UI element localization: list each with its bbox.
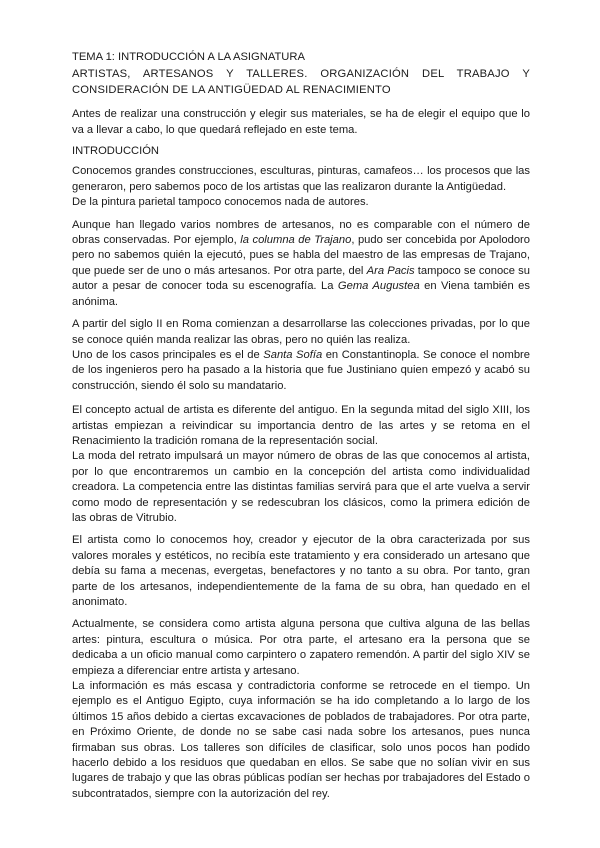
paragraph-7: La moda del retrato impulsará un mayor número de obras de las que conocemos al artista, por lo que encontraremos un cambio en la concepción del artista como individualidad creadora. La competencia entre las distintas familias servirá para que el arte vuelva a servir como modo de representación y se redescubran los clásicos, como la primera edición de las obras de Vitrubio.	[72, 450, 530, 524]
paragraph-5	[72, 348, 530, 394]
artwork-title-gema-augustea: Gema Augustea	[337, 280, 420, 293]
building-title-santa-sofia: Santa Sofía	[263, 348, 323, 361]
intro-paragraph: Antes de realizar una construcción y elegir sus materiales, se ha de elegir el equipo que lo va a llevar a cabo, lo que quedará reflejado en este tema.	[72, 108, 530, 136]
topic-title: TEMA 1: INTRODUCCIÓN A LA ASIGNATURA	[72, 51, 305, 63]
paragraph-6: El concepto actual de artista es diferente del antiguo. En la segunda mitad del siglo XIII, los artistas empiezan a reivindicar su importancia dentro de las artes y se retoma en el Renacimiento la tradición romana de la representación social.	[72, 404, 530, 447]
paragraph-2: De la pintura parietal tampoco conocemos nada de autores.	[72, 196, 369, 209]
paragraph-8: El artista como lo conocemos hoy, creador y ejecutor de la obra caracterizada por sus valores morales y estéticos, no recibía este tratamiento y era considerado un artesano que debía su fama a mecenas, evergetas, benefactores y no tanto a su obra. Por tanto, gran parte de los artesanos, independientemente de la fama de su obra, han quedado en el anonimato.	[72, 534, 530, 608]
section-heading-introduccion: INTRODUCCIÓN	[72, 145, 160, 158]
paragraph-1: Conocemos grandes construcciones, esculturas, pinturas, camafeos… los procesos que las generaron, pero sabemos poco de los artistas que las realizaron durante la Antigüedad.	[72, 165, 530, 193]
document-subtitle: ARTISTAS, ARTESANOS Y TALLERES. ORGANIZACIÓN DEL TRABAJO Y CONSIDERACIÓN DE LA ANTIGÜEDAD AL RENACIMIENTO	[72, 68, 530, 96]
document-page	[72, 50, 530, 802]
text-run: Uno de los casos principales es el de	[72, 348, 264, 361]
artwork-title-columna-trajano: la columna de Trajano	[240, 234, 352, 247]
paragraph-9: Actualmente, se considera como artista alguna persona que cultiva alguna de las bellas artes: pintura, escultura o música. Por otra parte, el artesano era la persona que se dedicaba a un oficio manual como carpintero o zapatero remendón. A partir del siglo XIV se empieza a diferenciar entre artista y artesano.	[72, 618, 530, 677]
paragraph-4: A partir del siglo II en Roma comienzan a desarrollarse las colecciones privadas, por lo que se conoce quién manda realizar las obras, pero no quién las realiza.	[72, 318, 530, 346]
paragraph-3	[72, 218, 530, 310]
artwork-title-ara-pacis: Ara Pacis	[366, 264, 415, 277]
text-run: en Viena también es anónima.	[72, 280, 530, 308]
text-run: Aunque han llegado varios nombres de artesanos, no es comparable con el número de obras conservadas. Por ejemplo,	[72, 218, 530, 247]
text-run: tampoco se conoce su autor a pesar de conocer toda su escenografía. La	[72, 264, 530, 293]
paragraph-10: La información es más escasa y contradictoria conforme se retrocede en el tiempo. Un ejemplo es el Antiguo Egipto, cuya información se ha ido completando a lo largo de los últimos 15 años debido a ciertas excavaciones de poblados de trabajadores. Por otra parte, en Próximo Oriente, de donde no se sabe casi nada sobre los artesanos, pues nunca firmaban sus obras. Los talleres son difíciles de clasificar, solo unos pocos han podido hacerlo debido a los residuos que quedaban en ellos. Se sabe que no solían vivir en sus lugares de trabajo y que las obras públicas podían ser hechas por trabajadores del Estado o subcontratados, siempre con la autorización del rey.	[72, 680, 530, 800]
text-run: , pudo ser concebida por Apolodoro pero no sabemos quién la ejecutó, pues se habla del maestro de las empresas de Trajano, que puede ser de uno o más artesanos. Por otra parte, del	[72, 234, 530, 277]
text-run: en Constantinopla. Se conoce el nombre de los ingenieros pero ha pasado a la historia que fue Justiniano quien empezó y acabó su construcción, siendo él solo su mandatario.	[72, 348, 530, 392]
